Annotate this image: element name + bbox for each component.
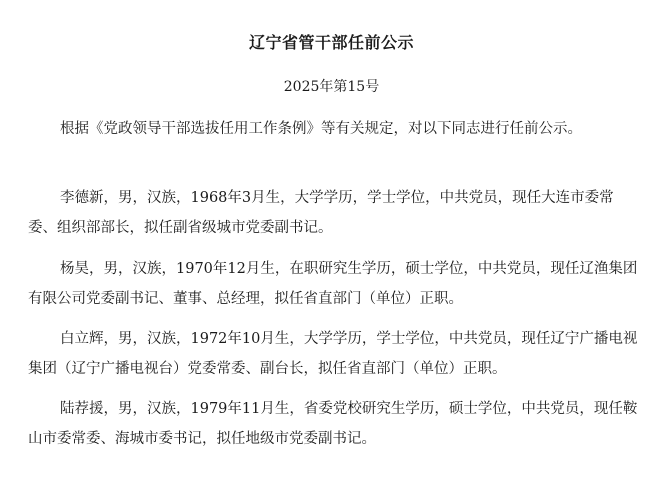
- intro-paragraph: 根据《党政领导干部选拔任用工作条例》等有关规定，对以下同志进行任前公示。: [60, 121, 582, 137]
- document-title: 辽宁省管干部任前公示: [248, 33, 414, 52]
- candidate-paragraph-yang-hao: 杨昊，男，汉族，1970年12月生，在职研究生学历，硕士学位，中共党员，现任辽渔集团有限公司党委副书记、董事、总经理，拟任省直部门（单位）正职。: [28, 261, 638, 307]
- candidate-paragraph-bai-lihui: 白立辉，男，汉族，1972年10月生，大学学历，学士学位，中共党员，现任辽宁广播电视集团（辽宁广播电视台）党委常委、副台长，拟任省直部门（单位）正职。: [28, 331, 638, 377]
- candidate-paragraph-lu-jianyuan: 陆荐援，男，汉族，1979年11月生，省委党校研究生学历，硕士学位，中共党员，现任鞍山市委常委、海城市委书记，拟任地级市党委副书记。: [28, 401, 638, 447]
- candidate-paragraph-li-dexin: 李德新，男，汉族，1968年3月生，大学学历，学士学位，中共党员，现任大连市委常委、组织部部长，拟任副省级城市党委副书记。: [28, 190, 614, 236]
- document-number: 2025年第15号: [283, 79, 380, 95]
